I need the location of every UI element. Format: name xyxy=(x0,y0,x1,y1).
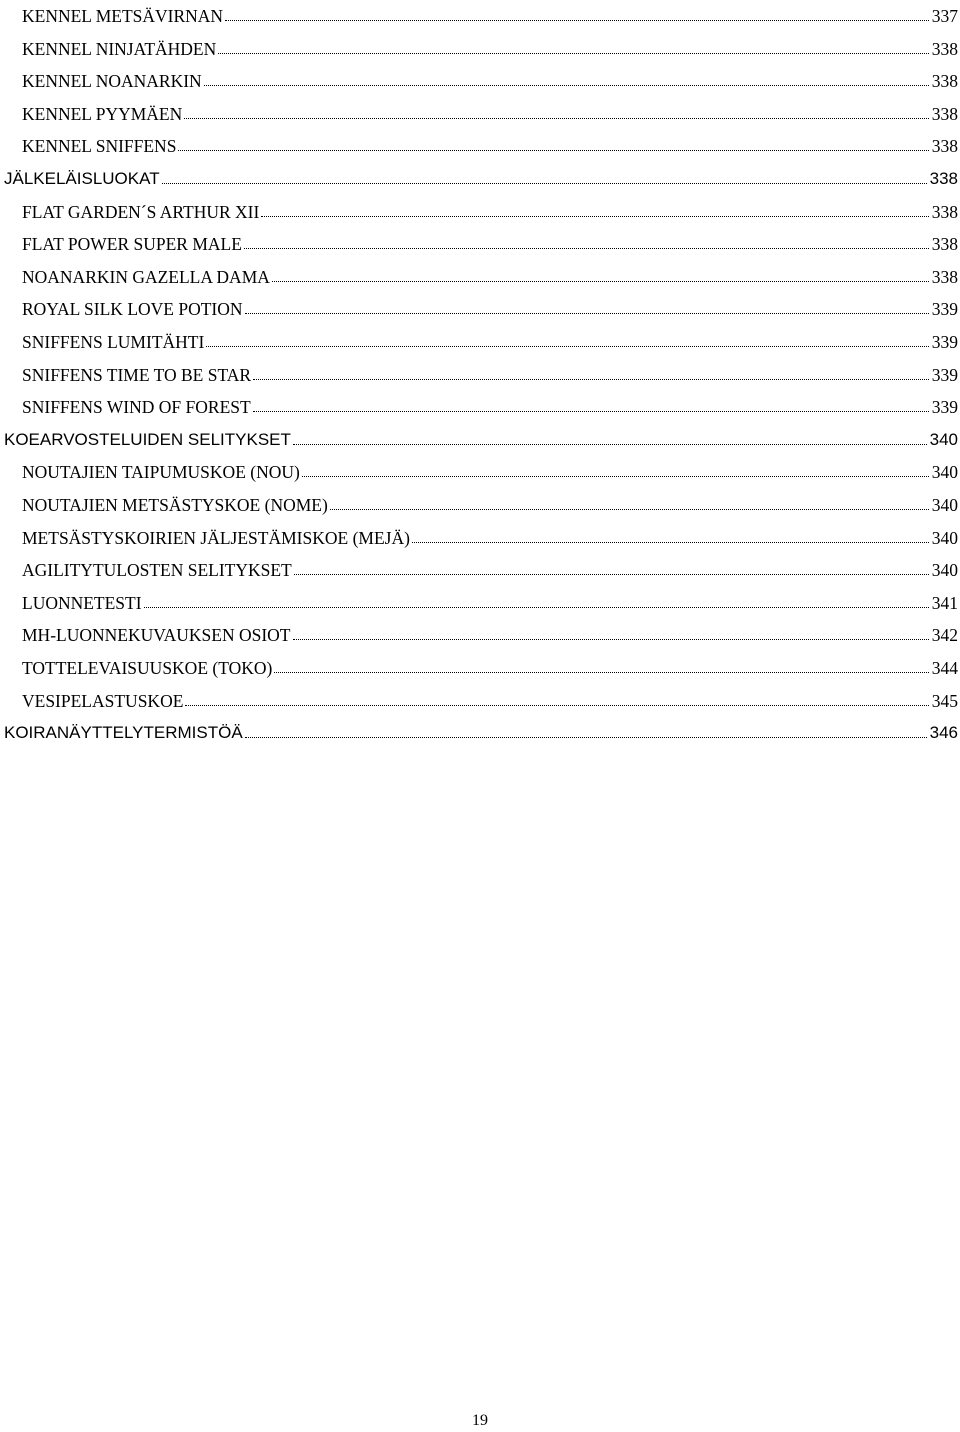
toc-entry-title: LUONNETESTI xyxy=(22,592,142,613)
toc-entry-title: VESIPELASTUSKOE xyxy=(22,690,184,711)
toc-entry-title: SNIFFENS LUMITÄHTI xyxy=(22,332,205,352)
toc-entry[interactable] xyxy=(22,554,958,580)
toc-entry-title: TOTTELEVAISUUSKOE (TOKO) xyxy=(22,658,273,678)
toc-entry[interactable] xyxy=(22,359,958,385)
toc-entry-title: ROYAL SILK LOVE POTION xyxy=(22,299,243,320)
toc-entry-title: KENNEL NOANARKIN xyxy=(22,71,202,92)
toc-entry[interactable] xyxy=(22,196,958,222)
toc-entry[interactable] xyxy=(22,619,958,645)
toc-entry-title: NOANARKIN GAZELLA DAMA xyxy=(22,266,270,287)
toc-entry-page: 338 xyxy=(931,266,958,287)
toc-dot-leader xyxy=(245,313,929,314)
toc-entry[interactable] xyxy=(22,326,958,352)
toc-entry[interactable] xyxy=(22,0,958,26)
toc-entry-title: METSÄSTYSKOIRIEN JÄLJESTÄMISKOE (MEJÄ) xyxy=(22,527,410,548)
toc-entry-title: KENNEL PYYMÄEN xyxy=(22,103,183,124)
toc-entry-page: 338 xyxy=(931,234,958,255)
toc-entry-title: FLAT POWER SUPER MALE xyxy=(22,234,242,255)
toc-entry-page: 340 xyxy=(929,429,958,449)
toc-entry-title: KENNEL METSÄVIRNAN xyxy=(22,6,224,26)
toc-entry-title: NOUTAJIEN TAIPUMUSKOE (NOU) xyxy=(22,462,300,483)
toc-entry-title: JÄLKELÄISLUOKAT xyxy=(4,169,160,188)
toc-entry[interactable] xyxy=(4,717,958,743)
toc-dot-leader xyxy=(184,118,929,119)
toc-dot-leader xyxy=(253,411,929,412)
toc-entry[interactable] xyxy=(22,685,958,711)
toc-entry-page: 339 xyxy=(931,364,958,385)
toc-entry[interactable] xyxy=(22,391,958,417)
toc-entry-page: 337 xyxy=(931,6,958,26)
toc-entry-page: 339 xyxy=(931,332,958,352)
toc-dot-leader xyxy=(330,509,929,510)
toc-entry-title: FLAT GARDEN´S ARTHUR XII xyxy=(22,201,260,222)
toc-entry-page: 340 xyxy=(931,495,958,515)
toc-entry-page: 346 xyxy=(929,723,958,743)
toc-dot-leader xyxy=(253,379,929,380)
toc-dot-leader xyxy=(274,672,928,673)
toc-dot-leader xyxy=(144,607,929,608)
toc-entry-title: KENNEL NINJATÄHDEN xyxy=(22,38,217,59)
toc-entry[interactable] xyxy=(4,163,958,189)
toc-entry-page: 340 xyxy=(931,527,958,548)
toc-entry[interactable] xyxy=(22,228,958,254)
toc-entry-page: 338 xyxy=(931,136,958,157)
toc-dot-leader xyxy=(293,444,927,445)
toc-dot-leader xyxy=(204,85,929,86)
toc-entry[interactable] xyxy=(22,489,958,515)
toc-dot-leader xyxy=(244,248,929,249)
toc-entry[interactable] xyxy=(22,522,958,548)
toc-dot-leader xyxy=(412,542,929,543)
toc-dot-leader xyxy=(178,150,928,151)
toc-entry-title: MH-LUONNEKUVAUKSEN OSIOT xyxy=(22,625,291,646)
toc-entry-title: KOIRANÄYTTELYTERMISTÖÄ xyxy=(4,723,243,743)
toc-entry-title: KOEARVOSTELUIDEN SELITYKSET xyxy=(4,429,291,449)
toc-entry-page: 338 xyxy=(931,38,958,59)
toc-entry-page: 341 xyxy=(931,592,958,613)
toc-entry[interactable] xyxy=(22,33,958,59)
toc-entry-title: SNIFFENS WIND OF FOREST xyxy=(22,397,251,418)
toc-entry-page: 340 xyxy=(931,462,958,483)
page-number: 19 xyxy=(472,1412,488,1429)
toc-dot-leader xyxy=(272,281,929,282)
toc-entry-page: 342 xyxy=(931,625,958,646)
toc-entry[interactable] xyxy=(22,456,958,482)
toc-entry[interactable] xyxy=(22,65,958,91)
toc-entry[interactable] xyxy=(22,98,958,124)
toc-entry-page: 339 xyxy=(931,299,958,320)
toc-entry-page: 339 xyxy=(931,397,958,418)
toc-dot-leader xyxy=(302,476,929,477)
toc-entry[interactable] xyxy=(22,293,958,319)
toc-entry-title: SNIFFENS TIME TO BE STAR xyxy=(22,364,252,385)
toc-entry-page: 338 xyxy=(931,71,958,92)
toc-dot-leader xyxy=(185,705,928,706)
toc-dot-leader xyxy=(206,346,928,347)
toc-dot-leader xyxy=(261,216,928,217)
toc-entry[interactable] xyxy=(22,130,958,156)
toc-entry-page: 344 xyxy=(931,658,958,678)
toc-entry[interactable] xyxy=(22,587,958,613)
toc-entry-page: 338 xyxy=(931,103,958,124)
toc-entry[interactable] xyxy=(4,424,958,450)
toc-entry-page: 338 xyxy=(929,169,958,188)
toc-entry-title: KENNEL SNIFFENS xyxy=(22,136,177,157)
toc-dot-leader xyxy=(225,20,929,21)
toc-dot-leader xyxy=(293,639,929,640)
toc-dot-leader xyxy=(162,183,927,184)
toc-entry-page: 338 xyxy=(931,201,958,222)
toc-dot-leader xyxy=(218,53,928,54)
toc-entry[interactable] xyxy=(22,261,958,287)
toc-entry-title: AGILITYTULOSTEN SELITYKSET xyxy=(22,560,292,581)
toc-dot-leader xyxy=(245,737,927,738)
toc-entry-page: 345 xyxy=(931,690,958,711)
toc-entry[interactable] xyxy=(22,652,958,678)
toc-dot-leader xyxy=(294,574,929,575)
toc-entry-page: 340 xyxy=(931,560,958,581)
toc-entry-title: NOUTAJIEN METSÄSTYSKOE (NOME) xyxy=(22,495,328,515)
